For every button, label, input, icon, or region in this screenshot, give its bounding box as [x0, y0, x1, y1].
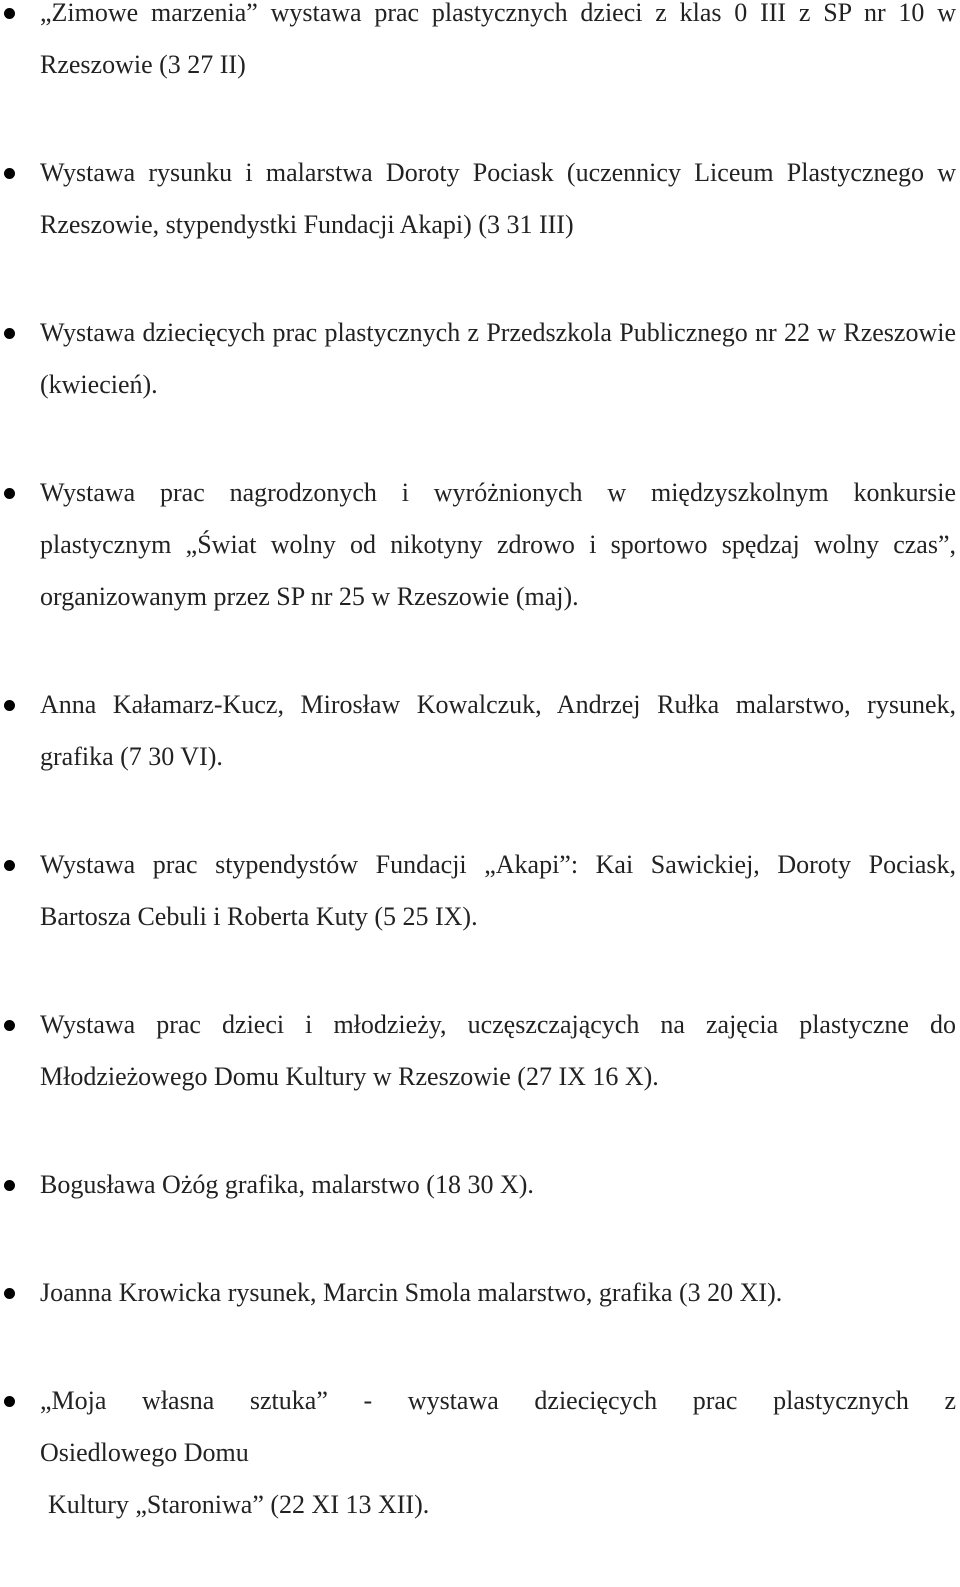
list-item-text: Wystawa rysunku i malarstwa Doroty Pociask (uczennicy Liceum Plastycznego w Rzeszowie, stypendystki Fundacji Akapi) (3 31 III)	[40, 158, 956, 239]
list-item	[0, 1159, 960, 1211]
list-item-text: Wystawa dziecięcych prac plastycznych z Przedszkola Publicznego nr 22 w Rzeszowie (kwiecień).	[40, 318, 956, 399]
bullet-icon	[4, 1288, 15, 1299]
list-item-text: „Moja własna sztuka” - wystawa dziecięcych prac plastycznych z	[40, 1386, 956, 1415]
list-item-text: Wystawa prac dzieci i młodzieży, uczęszczających na zajęcia plastyczne do Młodzieżowego Domu Kultury w Rzeszowie (27 IX 16 X).	[40, 1010, 956, 1091]
bullet-icon	[4, 328, 15, 339]
bullet-icon	[4, 1396, 15, 1407]
list-item	[0, 999, 960, 1103]
list-item	[0, 307, 960, 411]
list-item-text-line: Osiedlowego Domu	[40, 1438, 249, 1467]
list-item	[0, 839, 960, 943]
list-item-text: Wystawa prac nagrodzonych i wyróżnionych w międzyszkolnym konkursie plastycznym „Świat wolny od nikotyny zdrowo i sportowo spędzaj wolny czas”, organizowanym przez SP nr 25 w Rzeszowie (maj).	[40, 478, 956, 611]
list-item	[0, 467, 960, 623]
bullet-icon	[4, 168, 15, 179]
list-item	[0, 147, 960, 251]
list-item-text: „Zimowe marzenia” wystawa prac plastycznych dzieci z klas 0 III z SP nr 10 w Rzeszowie (3 27 II)	[40, 0, 956, 79]
bullet-icon	[4, 488, 15, 499]
list-item	[0, 0, 960, 91]
bullet-icon	[4, 860, 15, 871]
list-item	[0, 679, 960, 783]
list-item-text: Bogusława Ożóg grafika, malarstwo (18 30 X).	[40, 1170, 534, 1199]
bullet-icon	[4, 1180, 15, 1191]
bullet-icon	[4, 1020, 15, 1031]
list-item-text: Joanna Krowicka rysunek, Marcin Smola malarstwo, grafika (3 20 XI).	[40, 1278, 783, 1307]
list-item-text: Anna Kałamarz-Kucz, Mirosław Kowalczuk, Andrzej Rułka malarstwo, rysunek, grafika (7 30 VI).	[40, 690, 956, 771]
list-item-text-line: Kultury „Staroniwa” (22 XI 13 XII).	[48, 1490, 430, 1519]
list-item	[0, 1267, 960, 1319]
bullet-icon	[4, 700, 15, 711]
bullet-icon	[4, 8, 15, 19]
list-item-text: Wystawa prac stypendystów Fundacji „Akapi”: Kai Sawickiej, Doroty Pociask, Bartosza Cebuli i Roberta Kuty (5 25 IX).	[40, 850, 956, 931]
list-item	[0, 1375, 960, 1531]
